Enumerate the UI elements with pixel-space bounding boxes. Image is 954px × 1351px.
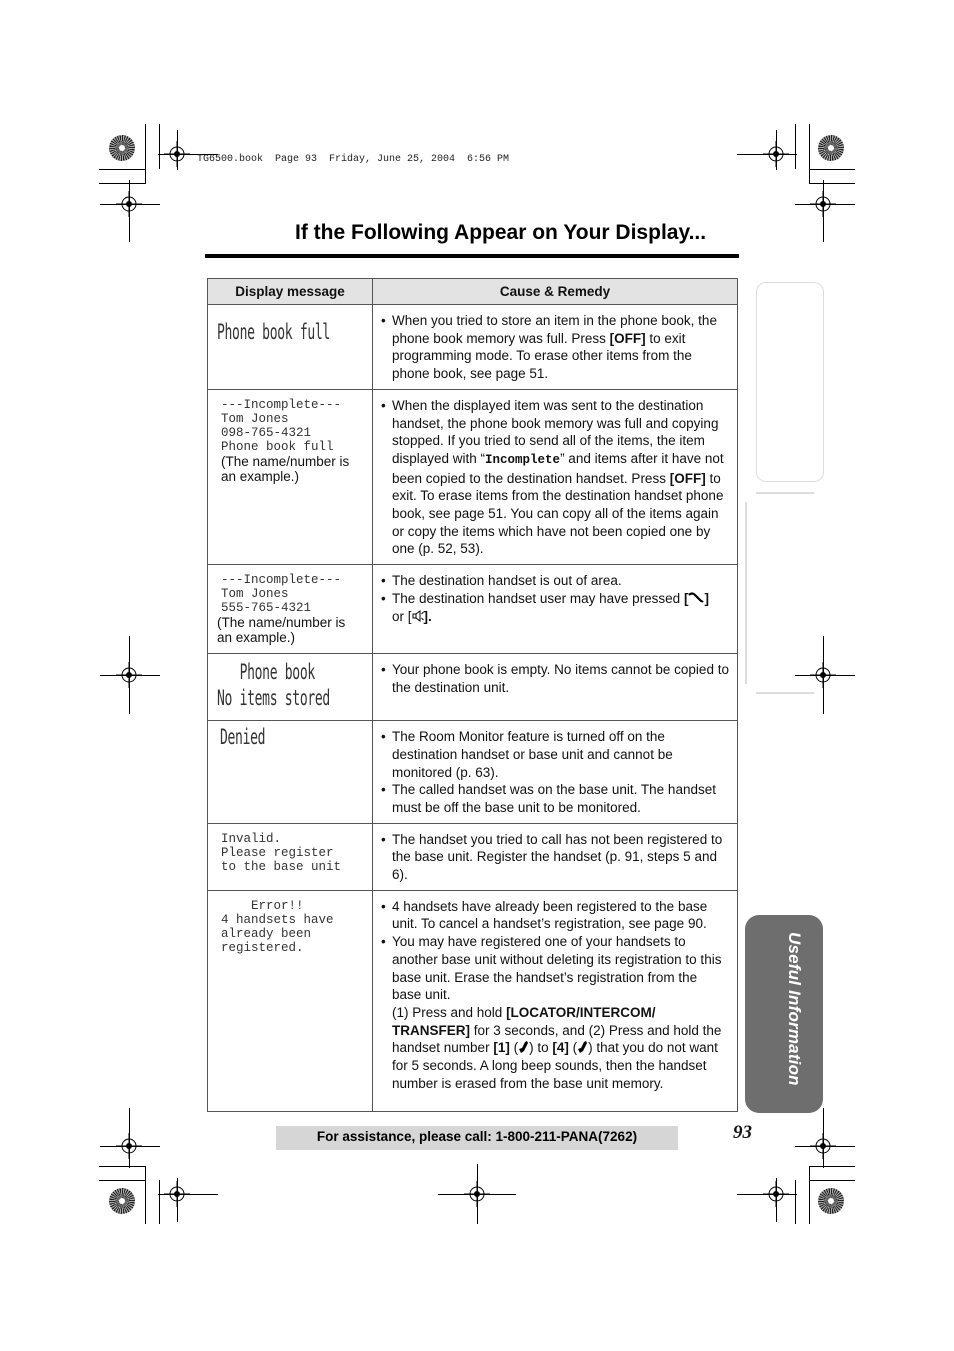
speaker-phone-icon: [412, 610, 424, 622]
handset-icon: [518, 1040, 529, 1054]
side-tab-outline: [745, 502, 747, 684]
registration-dial-icon: [818, 1188, 844, 1214]
display-message-cell: [208, 721, 373, 824]
side-tab-outline: [756, 492, 814, 494]
side-tab-outline: [756, 692, 814, 694]
remedy-cell: • When you tried to store an item in the phone book, the phone book memory was full. Press [OFF] to exit programming mode. To erase other items from the phone book, see page 51.: [373, 305, 738, 390]
title-rule: [205, 254, 739, 258]
display-message-cell: [208, 890, 373, 1111]
lcd-text: Phone book full: [217, 320, 330, 344]
table-row: [208, 721, 738, 824]
lcd-text: Denied: [220, 725, 266, 750]
remedy-cell: • When the displayed item was sent to the destination handset, the phone book memory was full and copying stopped. If you tried to send all of the items, the item displayed with “Incomplete” and items after it have not been copied to the destination handset. Press [OFF] to exit. To erase items from the destination handset phone book, see page 51. You can copy all of the items again or copy the items which have not been copied one by one (p. 52, 53).: [373, 389, 738, 564]
display-message-cell: [208, 654, 373, 721]
table-row: [208, 890, 738, 1111]
remedy-cell: • Your phone book is empty. No items cannot be copied to the destination unit.: [373, 654, 738, 721]
key-1: [1]: [493, 1040, 510, 1056]
locator-intercom-transfer-key: [LOCATOR/INTERCOM/ TRANSFER]: [392, 1004, 656, 1038]
page-number: 93: [733, 1122, 752, 1143]
lcd-text: Invalid. Please register to the base unit: [221, 831, 342, 874]
off-hook-phone-icon: [688, 592, 704, 604]
display-messages-table: [207, 278, 738, 1112]
column-header-display-message: Display message: [208, 279, 373, 305]
remedy-cell: • The Room Monitor feature is turned off on the destination handset or base unit and cannot be monitored (p. 63). • The called handset was on the base unit. The handset must be off the base unit to be monitored.: [373, 721, 738, 824]
example-note: (The name/number is an example.): [217, 615, 346, 646]
table-row: [208, 389, 738, 564]
registration-dial-icon: [818, 135, 844, 161]
table-row: [208, 823, 738, 890]
key-4: [4]: [552, 1040, 569, 1056]
display-message-cell: [208, 389, 373, 564]
remedy-cell: • The handset you tried to call has not been registered to the base unit. Register the handset (p. 91, steps 5 and 6).: [373, 823, 738, 890]
page-title: If the Following Appear on Your Display...: [295, 221, 707, 244]
handset-icon: [577, 1040, 588, 1054]
display-message-cell: [208, 823, 373, 890]
remedy-cell: • 4 handsets have already been registered to the base unit. To cancel a handset’s registration, see page 90. • You may have registered one of your handsets to another base unit without deleting its registration to this base unit. Erase the handset’s registration from the base unit. (1) Press and hold [LOCATOR/INTERCOM/ TRANSFER] for 3 seconds, and (2) Press and hold the handset number [1] ( ) to [4] ( ) that you do not want for 5 seconds. A long beep sounds, then the handset number is erased from the base unit memory.: [373, 890, 738, 1111]
example-note: (The name/number is an example.): [221, 453, 350, 484]
off-key: [OFF]: [609, 330, 646, 346]
side-tab-outline: [756, 282, 824, 482]
table-row: [208, 305, 738, 390]
lcd-text: ---Incomplete--- Tom Jones 098-765-4321 Phone book full: [221, 397, 342, 454]
table-row: [208, 654, 738, 721]
lcd-text: ---Incomplete--- Tom Jones 555-765-4321: [221, 573, 342, 616]
remedy-cell: • The destination handset is out of area. • The destination handset user may have pressed [ ] or [ ].: [373, 565, 738, 654]
registration-dial-icon: [109, 135, 135, 161]
table-row: [208, 565, 738, 654]
lcd-text: Error!! 4 handsets have already been registered.: [221, 898, 334, 955]
column-header-cause-remedy: Cause & Remedy: [373, 279, 738, 305]
assistance-footer: For assistance, please call: 1-800-211-PANA(7262): [316, 1129, 638, 1144]
registration-dial-icon: [109, 1188, 135, 1214]
incomplete-mono-text: Incomplete: [485, 452, 561, 467]
display-message-cell: [208, 565, 373, 654]
file-info: TG6500.book Page 93 Friday, June 25, 2004 6:56 PM: [197, 154, 510, 165]
lcd-text: Phone book No items stored: [217, 660, 330, 711]
table-header-row: [208, 279, 738, 305]
side-tab-label: Useful Information: [785, 932, 804, 1086]
off-key: [OFF]: [669, 470, 706, 486]
display-message-cell: [208, 305, 373, 390]
